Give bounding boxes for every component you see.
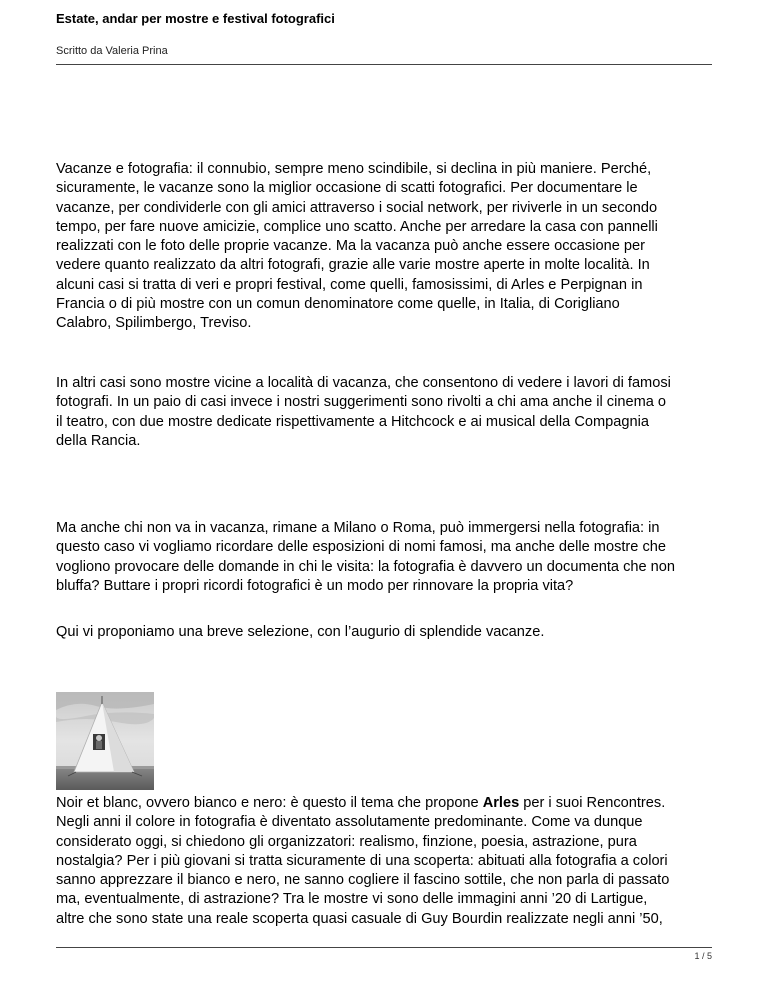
text-line: sanno apprezzare il bianco e nero, ne sanno cogliere il fascino sottile, che non parla di passato <box>56 872 670 889</box>
tent-photo <box>56 692 154 790</box>
arles-highlight: Arles <box>482 795 520 811</box>
text-line: ma, eventualmente, di astrazione? Tra le mostre vi sono delle immagini anni ’20 di Lartigue, <box>56 891 648 908</box>
text-line: Qui vi proponiamo una breve selezione, con l’augurio di splendide vacanze. <box>56 624 545 640</box>
text-line: vedere quanto realizzato da altri fotografi, grazie alle varie mostre aperte in molte località. In <box>56 257 650 274</box>
paragraph-intro <box>56 160 658 334</box>
text-line: Francia o di più mostre con un comun denominatore come quelle, in Italia, di Corigliano <box>56 296 620 313</box>
text-line: In altri casi sono mostre vicine a località di vacanza, che consentono di vedere i lavori di famosi <box>56 375 671 391</box>
text-segment: Noir et blanc, ovvero bianco e nero: è questo il tema che propone <box>56 795 483 811</box>
page-number: 1 / 5 <box>694 951 712 961</box>
text-line: della Rancia. <box>56 432 141 449</box>
text-line: Ma anche chi non va in vacanza, rimane a Milano o Roma, può immergersi nella fotografia: in <box>56 520 660 536</box>
page-title: Estate, andar per mostre e festival fotografici <box>56 11 335 26</box>
text-line: alcuni casi si tratta di veri e propri festival, come quelli, famosissimi, di Arles e Perpignan in <box>56 276 643 293</box>
paragraph-exhibitions <box>56 374 671 451</box>
text-line: realizzati con le foto delle proprie vacanze. Ma la vacanza può anche essere occasione per <box>56 238 645 255</box>
text-line: fotografi. In un paio di casi invece i nostri suggerimenti sono rivolti a chi ama anche il cinema o <box>56 394 667 411</box>
text-line: il teatro, con due mostre dedicate rispettivamente a Hitchcock e ai musical della Compagnia <box>56 413 649 430</box>
footer-divider <box>56 947 712 948</box>
text-line: questo caso vi vogliamo ricordare delle esposizioni di nomi famosi, ma anche delle mostre che <box>56 539 666 556</box>
text-line: bluffa? Buttare i propri ricordi fotografici è un modo per rinnovare la propria vita? <box>56 577 574 594</box>
header-divider <box>56 64 712 65</box>
text-line: vacanze, per condividerle con gli amici attraverso i social network, per riviverle in un secondo <box>56 199 658 216</box>
text-line: Calabro, Spilimbergo, Treviso. <box>56 315 252 332</box>
text-line: considerato oggi, si chiedono gli organizzatori: realismo, finzione, poesia, astrazione, pura <box>56 833 637 850</box>
text-line: sicuramente, le vacanze sono la miglior occasione di scatti fotografici. Per documentare le <box>56 180 638 197</box>
text-line: altre che sono state una reale scoperta quasi casuale di Guy Bourdin realizzate negli anni ’50, <box>56 910 663 927</box>
text-line: tempo, per fare nuove amicizie, complice uno scatto. Anche per arredare la casa con pannelli <box>56 218 658 235</box>
text-line: nostalgia? Per i più giovani si tratta sicuramente di una scoperta: abituati alla fotografia a colori <box>56 852 668 869</box>
text-line <box>56 794 669 813</box>
text-line: Vacanze e fotografia: il connubio, sempre meno scindibile, si declina in più maniere. Perché, <box>56 161 652 177</box>
tent-photo-graphic <box>56 692 154 790</box>
paragraph-arles <box>56 794 669 929</box>
paragraph-city <box>56 519 675 596</box>
text-segment: per i suoi Rencontres. <box>519 795 666 811</box>
text-line: Negli anni il colore in fotografia è diventato assolutamente predominante. Come va dunque <box>56 814 643 831</box>
page-header <box>56 10 712 58</box>
text-line: vogliono provocare delle domande in chi le visita: la fotografia è davvero un documenta che non <box>56 558 676 575</box>
paragraph-selection <box>56 623 544 642</box>
author-byline: Scritto da Valeria Prina <box>56 45 168 57</box>
